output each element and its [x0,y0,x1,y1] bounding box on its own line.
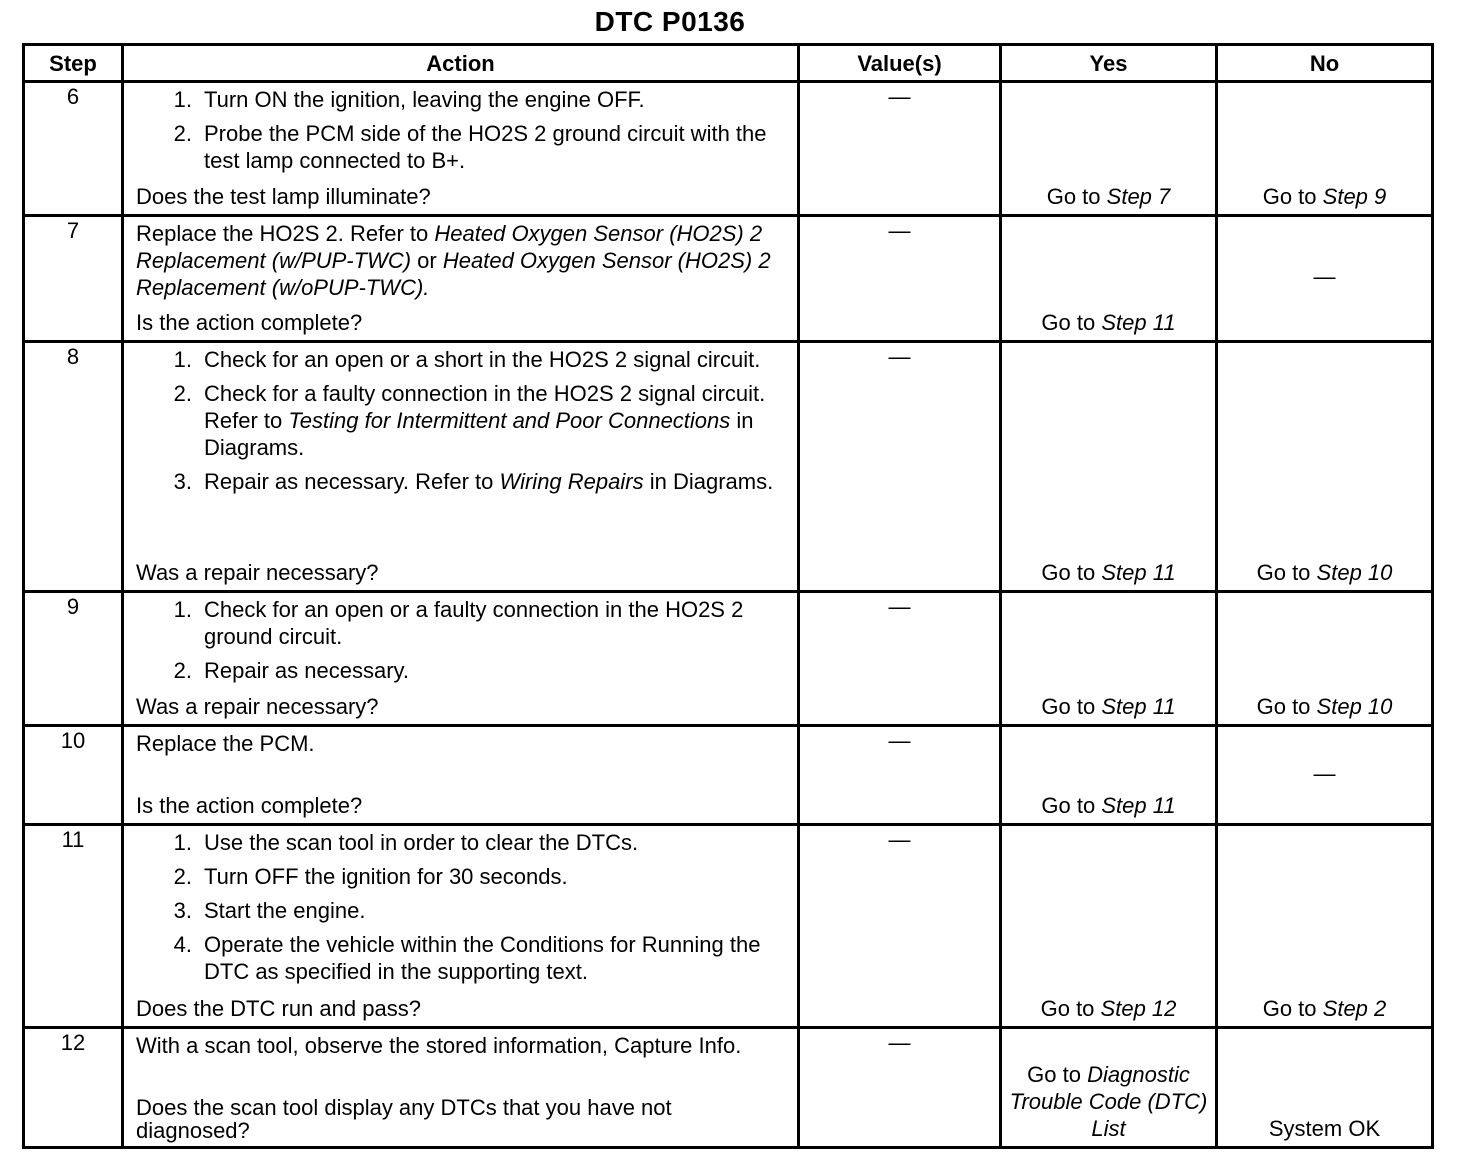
value-cell: — [799,82,1001,216]
action-item: 1. Check for an open or a short in the HO2S 2 signal circuit. [173,347,761,372]
table-row [24,592,1433,726]
action-item: 2. Probe the PCM side of the HO2S 2 ground circuit with the test lamp connected to B+. [173,121,767,173]
step-reference: Step 9 [1322,184,1387,209]
value-cell: — [799,216,1001,342]
page-title: DTC P0136 [594,6,746,37]
table-row [24,1028,1433,1148]
step-reference: Step 10 [1316,560,1393,585]
no-cell: — [1217,726,1433,825]
value-cell: — [799,825,1001,1028]
action-item: 2. Repair as necessary. [173,658,410,683]
action-text: With a scan tool, observe the stored information, Capture Info. [136,1033,742,1058]
action-text: Replace the HO2S 2. Refer to Heated Oxygen Sensor (HO2S) 2 Replacement (w/PUP-TWC) or Heated Oxygen Sensor (HO2S) 2 Replacement (w/oPUP-TWC). [136,221,771,300]
step-reference: Step 12 [1100,996,1177,1021]
step-number: 9 [24,592,123,726]
action-question: Does the scan tool display any DTCs that you have not diagnosed? [136,1095,672,1143]
table-row [24,726,1433,825]
action-item: 1. Check for an open or a faulty connection in the HO2S 2 ground circuit. [173,597,744,649]
step-number: 8 [24,342,123,592]
diagnostic-table [22,43,1434,1149]
header-yes: Yes [1001,45,1217,82]
step-number: 6 [24,82,123,216]
step-number: 12 [24,1028,123,1148]
header-action: Action [123,45,799,82]
action-item: 3. Repair as necessary. Refer to Wiring Repairs in Diagrams. [173,469,774,494]
action-cell [123,216,799,342]
step-reference: Step 10 [1316,694,1393,719]
action-cell [123,342,799,592]
yes-cell: Go to Step 12 [1001,825,1217,1028]
action-question: Does the test lamp illuminate? [136,184,431,209]
no-cell: Go to Step 9 [1217,82,1433,216]
header-no: No [1217,45,1433,82]
action-question: Was a repair necessary? [136,694,379,719]
action-cell [123,825,799,1028]
step-reference: Step 11 [1101,560,1176,585]
table-row [24,825,1433,1028]
step-reference: Step 11 [1101,694,1176,719]
action-question: Does the DTC run and pass? [136,996,421,1021]
action-item: 1. Use the scan tool in order to clear the DTCs. [173,830,639,855]
value-cell: — [799,1028,1001,1148]
yes-cell: Go to Step 11 [1001,342,1217,592]
action-item: 4. Operate the vehicle within the Conditions for Running the DTC as specified in the supporting text. [173,932,761,984]
table-row [24,216,1433,342]
yes-cell: Go to Step 7 [1001,82,1217,216]
step-reference: Diagnostic Trouble Code (DTC) List [1009,1062,1208,1141]
action-question: Was a repair necessary? [136,560,379,585]
yes-cell: Go to Diagnostic Trouble Code (DTC) List [1001,1028,1217,1148]
value-cell: — [799,342,1001,592]
no-cell: Go to Step 10 [1217,342,1433,592]
action-cell [123,82,799,216]
step-number: 11 [24,825,123,1028]
yes-cell: Go to Step 11 [1001,592,1217,726]
no-cell: System OK [1217,1028,1433,1148]
value-cell: — [799,726,1001,825]
action-question: Is the action complete? [136,793,363,818]
step-reference: Step 7 [1106,184,1171,209]
action-cell [123,592,799,726]
header-values: Value(s) [799,45,1001,82]
step-number: 7 [24,216,123,342]
action-cell [123,726,799,825]
table-row [24,82,1433,216]
yes-cell: Go to Step 11 [1001,726,1217,825]
action-question: Is the action complete? [136,310,363,335]
action-item: 1. Turn ON the ignition, leaving the engine OFF. [173,87,645,112]
step-reference: Step 2 [1322,996,1387,1021]
action-item: 2. Turn OFF the ignition for 30 seconds. [173,864,568,889]
yes-cell: Go to Step 11 [1001,216,1217,342]
no-cell: Go to Step 2 [1217,825,1433,1028]
action-item: 2. Check for a faulty connection in the HO2S 2 signal circuit. Refer to Testing for Intermittent and Poor Connections in Diagrams. [173,381,766,460]
action-cell [123,1028,799,1148]
action-text: Replace the PCM. [136,731,315,756]
step-number: 10 [24,726,123,825]
action-item: 3. Start the engine. [173,898,366,923]
step-reference: Step 11 [1101,310,1176,335]
step-reference: Step 11 [1101,793,1176,818]
value-cell: — [799,592,1001,726]
header-step: Step [24,45,123,82]
no-cell: Go to Step 10 [1217,592,1433,726]
header-row [24,45,1433,82]
table-row [24,342,1433,592]
no-cell: — [1217,216,1433,342]
